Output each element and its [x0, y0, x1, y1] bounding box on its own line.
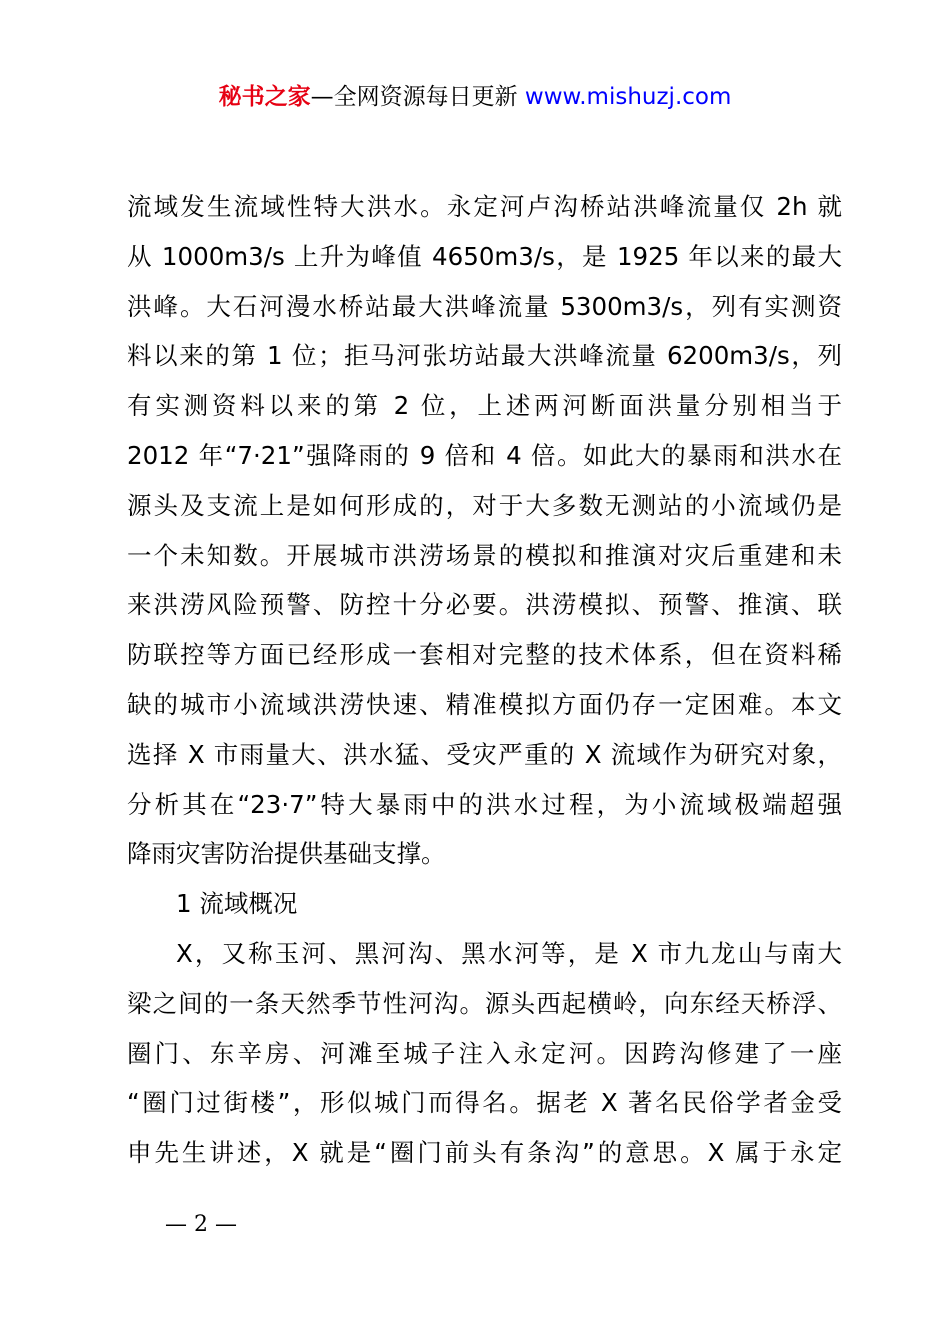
- body-line: 2012 年“7·21”强降雨的 9 倍和 4 倍。如此大的暴雨和洪水在: [127, 440, 842, 470]
- body-line: 降雨灾害防治提供基础支撑。: [127, 839, 446, 869]
- body-line: 源头及支流上是如何形成的，对于大多数无测站的小流域仍是: [127, 490, 842, 520]
- body-line: 洪峰。大石河漫水桥站最大洪峰流量 5300m3/s，列有实测资: [127, 291, 842, 321]
- document-body: [127, 182, 842, 1178]
- page-number: — 2 —: [165, 1212, 237, 1237]
- body-line: 分析其在“23·7”特大暴雨中的洪水过程，为小流域极端超强: [127, 789, 842, 819]
- body-line: 来洪涝风险预警、防控十分必要。洪涝模拟、预警、推演、联: [127, 590, 842, 620]
- body-line: 料以来的第 1 位；拒马河张坊站最大洪峰流量 6200m3/s，列: [127, 341, 842, 371]
- body-line: 防联控等方面已经形成一套相对完整的技术体系，但在资料稀: [127, 640, 842, 670]
- header-url-link[interactable]: www.mishuzj.com: [524, 84, 732, 110]
- body-line: X，又称玉河、黑河沟、黑水河等，是 X 市九龙山与南大: [176, 938, 842, 968]
- body-line: 圈门、东辛房、河滩至城子注入永定河。因跨沟修建了一座: [127, 1038, 842, 1068]
- body-line: 流域发生流域性特大洪水。永定河卢沟桥站洪峰流量仅 2h 就: [127, 192, 842, 221]
- body-line: 有实测资料以来的第 2 位，上述两河断面洪量分别相当于: [127, 391, 842, 421]
- header-tagline: —全网资源每日更新: [310, 84, 518, 110]
- header-brand: 秘书之家: [218, 84, 311, 110]
- body-line: 选择 X 市雨量大、洪水猛、受灾严重的 X 流域作为研究对象，: [127, 739, 842, 769]
- section-heading: 1 流域概况: [176, 889, 298, 919]
- body-line: 一个未知数。开展城市洪涝场景的模拟和推演对灾后重建和未: [127, 540, 842, 570]
- body-line: 梁之间的一条天然季节性河沟。源头西起横岭，向东经天桥浮、: [127, 988, 842, 1018]
- body-line: 从 1000m3/s 上升为峰值 4650m3/s，是 1925 年以来的最大: [127, 241, 842, 271]
- body-line: 缺的城市小流域洪涝快速、精准模拟方面仍存一定困难。本文: [127, 689, 842, 719]
- body-line: “圈门过街楼”，形似城门而得名。据老 X 著名民俗学者金受: [127, 1088, 842, 1118]
- body-line: 申先生讲述，X 就是“圈门前头有条沟”的意思。X 属于永定: [127, 1138, 842, 1168]
- page-header: [0, 82, 950, 112]
